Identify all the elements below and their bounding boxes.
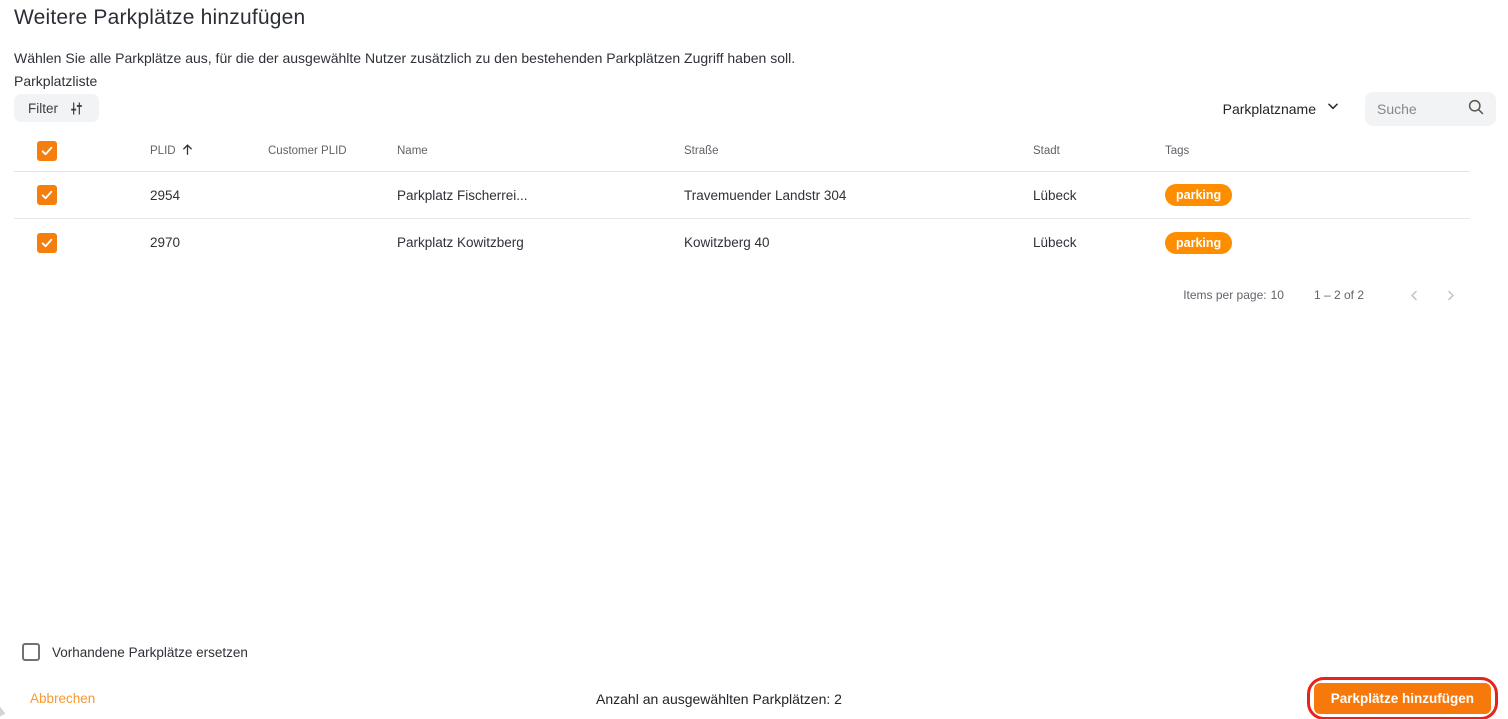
- cell-stadt: Lübeck: [1033, 235, 1077, 250]
- cell-strasse: Kowitzberg 40: [684, 235, 770, 250]
- replace-existing-label: Vorhandene Parkplätze ersetzen: [52, 644, 248, 660]
- cell-tags: [1165, 184, 1470, 206]
- sort-arrow-up-icon: [180, 142, 195, 160]
- tag-pill: parking: [1165, 232, 1232, 254]
- tag-pill: parking: [1165, 184, 1232, 206]
- cell-plid: 2954: [150, 187, 181, 203]
- cancel-button[interactable]: Abbrechen: [30, 691, 96, 706]
- row-checkbox[interactable]: [37, 233, 57, 253]
- items-per-page-label: Items per page:: [1183, 288, 1267, 302]
- header-checkbox-cell: [14, 141, 150, 161]
- column-header-name[interactable]: Name: [397, 144, 428, 157]
- next-page-button[interactable]: [1436, 281, 1464, 309]
- search-box: [1365, 92, 1496, 126]
- column-header-customer-plid[interactable]: Customer PLID: [268, 144, 347, 157]
- table-header-row: [14, 130, 1470, 172]
- row-checkbox-cell: [14, 185, 150, 205]
- replace-existing-checkbox[interactable]: [22, 643, 40, 661]
- table-row[interactable]: [14, 172, 1470, 219]
- parking-list-label: Parkplatzliste: [14, 73, 98, 89]
- dialog-description: Wählen Sie alle Parkplätze aus, für die der ausgewählte Nutzer zusätzlich zu den bestehenden Parkplätzen Zugriff haben soll.: [14, 50, 796, 66]
- column-header-stadt[interactable]: Stadt: [1033, 144, 1060, 157]
- select-all-checkbox[interactable]: [37, 141, 57, 161]
- table-row[interactable]: [14, 219, 1470, 266]
- cell-name: Parkplatz Kowitzberg: [397, 235, 524, 250]
- search-column-value: Parkplatzname: [1222, 100, 1316, 117]
- cell-plid: 2970: [150, 235, 181, 250]
- cell-tags: [1165, 232, 1470, 254]
- selected-count-label: Anzahl an ausgewählten Parkplätzen: 2: [596, 691, 842, 707]
- annotation-highlight: [1307, 677, 1498, 719]
- parking-table: [14, 130, 1470, 266]
- row-checkbox[interactable]: [37, 185, 57, 205]
- filter-button[interactable]: [14, 94, 99, 122]
- cell-stadt: Lübeck: [1033, 187, 1077, 203]
- items-per-page-value[interactable]: 10: [1270, 288, 1284, 302]
- page-title: Weitere Parkplätze hinzufügen: [14, 6, 306, 29]
- magnifier-icon[interactable]: [1466, 97, 1486, 122]
- replace-existing-row: [22, 643, 248, 661]
- filter-button-label: Filter: [28, 100, 58, 116]
- previous-page-button[interactable]: [1400, 281, 1428, 309]
- cell-name: Parkplatz Fischerrei...: [397, 187, 528, 203]
- column-header-plid[interactable]: PLID: [150, 142, 268, 160]
- chevron-down-icon: [1326, 99, 1340, 118]
- search-column-dropdown[interactable]: [1223, 99, 1340, 118]
- paginator: [1183, 283, 1464, 307]
- page-range-label: 1 – 2 of 2: [1313, 288, 1364, 302]
- add-parking-lots-button[interactable]: Parkplätze hinzufügen: [1314, 683, 1491, 714]
- search-input[interactable]: [1377, 101, 1466, 117]
- column-header-strasse[interactable]: Straße: [684, 144, 719, 157]
- mouse-cursor: [0, 705, 7, 719]
- vertical-sliders-icon: [68, 100, 85, 117]
- row-checkbox-cell: [14, 233, 150, 253]
- cell-strasse: Travemuender Landstr 304: [684, 187, 847, 203]
- column-header-tags[interactable]: Tags: [1165, 144, 1190, 157]
